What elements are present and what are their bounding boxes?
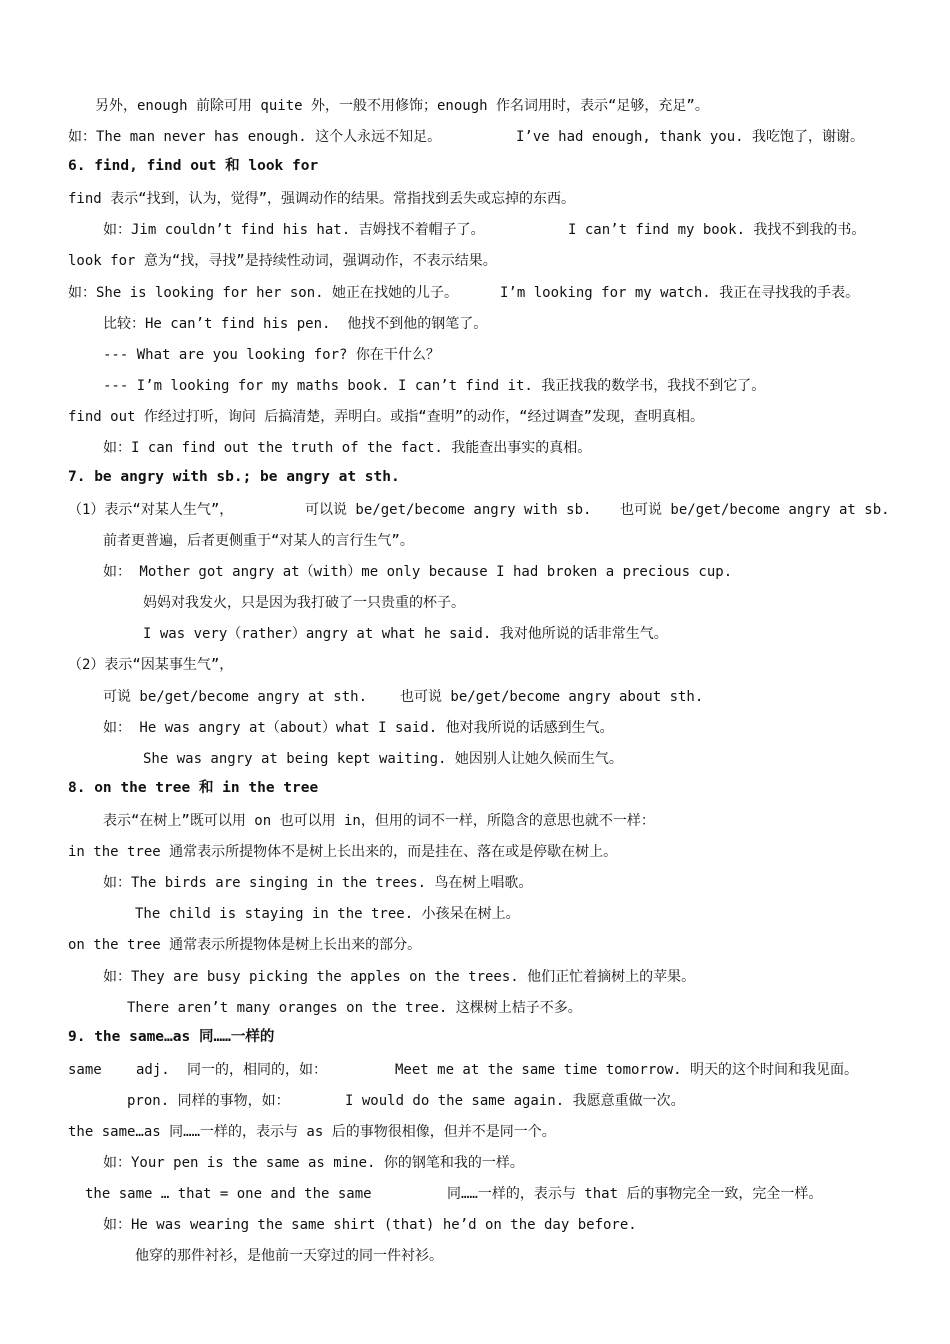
text-segment: She was angry at being kept waiting. 她因别人让她久候而生气。 [143,751,623,767]
text-segment: --- What are you looking for? 你在干什么？ [103,347,440,363]
text-line [0,1149,950,1177]
text-segment: 如：They are busy picking the apples on the trees. 他们正忙着摘树上的苹果。 [103,969,696,985]
text-segment: I’m looking for my watch. 我正在寻找我的手表。 [500,285,860,301]
text-line [0,403,950,431]
text-segment: 可以说 be/get/become angry with sb. [305,502,592,518]
text-line [0,900,950,928]
text-line [0,620,950,648]
text-line [0,1242,950,1270]
section-heading [0,463,950,491]
text-line [0,963,950,991]
text-segment: 如：He was wearing the same shirt (that) he’d on the day before. [103,1217,637,1233]
text-segment: 他穿的那件衬衫，是他前一天穿过的同一件衬衫。 [135,1248,443,1264]
text-line [0,745,950,773]
text-segment: 如：The birds are singing in the trees. 鸟在树上唱歌。 [103,875,533,891]
text-line [0,341,950,369]
text-segment: adj. [136,1062,170,1078]
text-segment: the same … that = one and the same [85,1186,372,1202]
section-heading [0,152,950,180]
text-segment: 妈妈对我发火，只是因为我打破了一只贵重的杯子。 [143,595,465,611]
text-segment: 如：Your pen is the same as mine. 你的钢笔和我的一样。 [103,1155,524,1171]
text-segment: 9. the same…as 同……一样的 [68,1029,275,1045]
text-segment: 如： Mother got angry at（with）me only because I had broken a precious cup. [103,564,733,580]
text-segment: find out 作经过打听，询问 后搞清楚，弄明白。或指“查明”的动作，“经过调查”发现，查明真相。 [68,409,704,425]
text-line [0,216,950,244]
text-segment: on the tree 通常表示所提物体是树上长出来的部分。 [68,937,422,953]
text-segment: 如：I can find out the truth of the fact. 我能查出事实的真相。 [103,440,592,456]
text-line [0,838,950,866]
text-line [0,714,950,742]
text-segment: 如：She is looking for her son. 她正在找她的儿子。 [68,285,459,301]
text-segment: There aren’t many oranges on the tree. 这棵树上桔子不多。 [127,1000,582,1016]
text-line [0,994,950,1022]
text-line [0,185,950,213]
text-line [0,434,950,462]
text-line [0,807,950,835]
text-segment: 如：The man never has enough. 这个人永远不知足。 [68,129,442,145]
text-line [0,1056,950,1084]
text-segment: I was very（rather）angry at what he said. 我对他所说的话非常生气。 [143,626,668,642]
section-heading [0,774,950,802]
text-line [0,558,950,586]
text-line [0,1211,950,1239]
text-line [0,496,950,524]
text-segment: 另外，enough 前除可用 quite 外，一般不用修饰；enough 作名词用时，表示“足够，充足”。 [95,98,709,114]
text-line [0,1087,950,1115]
text-line [0,651,950,679]
text-segment: I would do the same again. 我愿意重做一次。 [345,1093,685,1109]
text-segment: 同一的，相同的，如： [187,1062,327,1078]
text-segment: 前者更普遍，后者更侧重于“对某人的言行生气”。 [103,533,414,549]
text-line [0,310,950,338]
text-segment: 也可说 be/get/become angry at sb. [620,502,890,518]
text-segment: The child is staying in the tree. 小孩呆在树上。 [135,906,520,922]
text-line [0,279,950,307]
text-segment: （2）表示“因某事生气”， [68,657,234,673]
text-line [0,589,950,617]
text-segment: find 表示“找到，认为，觉得”，强调动作的结果。常指找到丢失或忘掉的东西。 [68,191,575,207]
text-segment: I can’t find my book. 我找不到我的书。 [568,222,866,238]
text-line [0,123,950,151]
text-line [0,1118,950,1146]
text-segment: 同……一样的，表示与 that 后的事物完全一致，完全一样。 [447,1186,823,1202]
text-segment: 比较：He can’t find his pen. 他找不到他的钢笔了。 [103,316,488,332]
text-line [0,92,950,120]
text-line [0,247,950,275]
text-segment: same [68,1062,102,1078]
text-line [0,527,950,555]
text-segment: 如：Jim couldn’t find his hat. 吉姆找不着帽子了。 [103,222,485,238]
section-heading [0,1023,950,1051]
text-segment: look for 意为“找，寻找”是持续性动词，强调动作，不表示结果。 [68,253,497,269]
text-line [0,1180,950,1208]
text-segment: （1）表示“对某人生气”， [68,502,234,518]
text-segment: 可说 be/get/become angry at sth. [103,689,368,705]
text-segment: in the tree 通常表示所提物体不是树上长出来的，而是挂在、落在或是停歇在树上。 [68,844,618,860]
text-segment: --- I’m looking for my maths book. I can’t find it. 我正找我的数学书，我找不到它了。 [103,378,766,394]
text-line [0,372,950,400]
text-line [0,869,950,897]
text-line [0,683,950,711]
text-segment: 也可说 be/get/become angry about sth. [400,689,704,705]
text-segment: 8. on the tree 和 in the tree [68,780,319,796]
text-segment: Meet me at the same time tomorrow. 明天的这个时间和我见面。 [395,1062,859,1078]
text-segment: 6. find, find out 和 look for [68,158,319,174]
text-segment: 表示“在树上”既可以用 on 也可以用 in，但用的词不一样，所隐含的意思也就不一样： [103,813,655,829]
text-segment: 如： He was angry at（about）what I said. 他对我所说的话感到生气。 [103,720,614,736]
text-line [0,931,950,959]
text-segment: I’ve had enough, thank you. 我吃饱了，谢谢。 [516,129,865,145]
text-segment: pron. 同样的事物，如： [127,1093,290,1109]
text-segment: 7. be angry with sb.; be angry at sth. [68,469,400,485]
text-segment: the same…as 同……一样的，表示与 as 后的事物很相像，但并不是同一个。 [68,1124,556,1140]
